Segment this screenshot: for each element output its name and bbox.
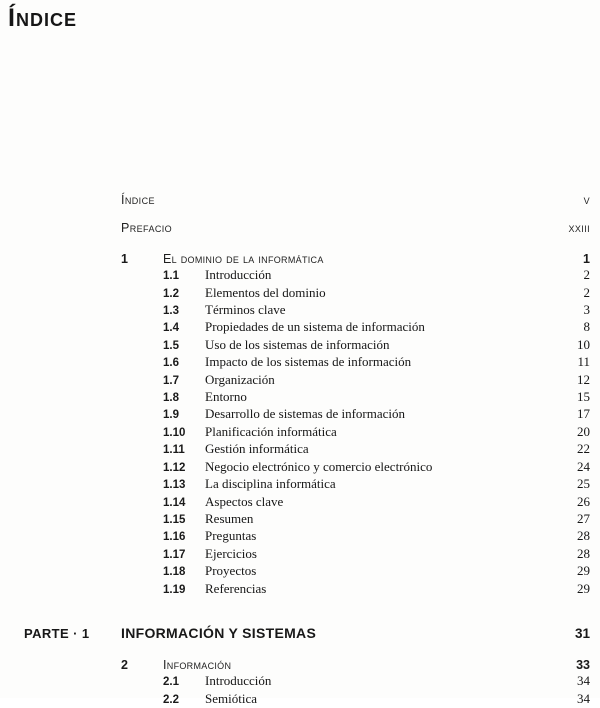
section-page: 22: [577, 441, 590, 457]
section-number: 2.1: [163, 676, 179, 689]
section-title: Introducción: [205, 673, 272, 689]
toc-section-row: [0, 372, 600, 389]
toc-section-row: [0, 528, 600, 545]
section-page: 15: [577, 389, 590, 405]
chapter-title: Información: [163, 657, 232, 672]
section-page: 34: [577, 673, 590, 689]
section-number: 1.8: [163, 392, 179, 405]
section-title: Preguntas: [205, 528, 257, 544]
toc-section-row: [0, 285, 600, 302]
part-label: PARTE · 1: [24, 625, 90, 641]
section-page: 29: [577, 580, 590, 596]
entry-page: v: [583, 193, 590, 207]
section-title: Planificación informática: [205, 423, 337, 439]
section-number: 1.17: [163, 548, 186, 561]
chapter-number: 2: [121, 657, 128, 672]
section-number: 1.6: [163, 357, 179, 370]
section-title: Entorno: [205, 389, 247, 405]
toc-section-row: [0, 267, 600, 284]
section-page: 11: [577, 354, 590, 370]
section-page: 20: [577, 423, 590, 439]
section-page: 34: [577, 690, 590, 706]
toc-section-row: [0, 406, 600, 423]
section-number: 1.7: [163, 374, 179, 387]
section-page: 24: [577, 458, 590, 474]
section-number: 1.12: [163, 461, 186, 474]
section-number: 2.2: [163, 693, 179, 706]
entry-label: Prefacio: [121, 221, 173, 236]
section-page: 29: [577, 563, 590, 579]
section-title: Aspectos clave: [205, 493, 284, 509]
chapter-number: 1: [121, 251, 128, 266]
section-number: 1.16: [163, 531, 186, 544]
toc-section-row: [0, 441, 600, 458]
toc-section-row: [0, 459, 600, 476]
section-number: 1.10: [163, 426, 186, 439]
section-page: 17: [577, 406, 590, 422]
section-number: 1.9: [163, 409, 179, 422]
part-title: INFORMACIÓN Y SISTEMAS: [121, 624, 317, 641]
toc-section-row: [0, 511, 600, 528]
section-title: Desarrollo de sistemas de información: [205, 406, 405, 422]
section-title: Resumen: [205, 510, 254, 526]
toc-section-row: [0, 319, 600, 336]
toc-section-row: [0, 581, 600, 598]
section-title: Elementos del dominio: [205, 284, 326, 300]
section-number: 1.13: [163, 479, 186, 492]
section-page: 10: [577, 336, 590, 352]
chapter-page: 33: [576, 657, 590, 672]
section-number: 1.15: [163, 513, 186, 526]
section-number: 1.2: [163, 287, 179, 300]
toc-section-row: [0, 691, 600, 708]
section-number: 1.11: [163, 444, 185, 457]
toc-section-row: [0, 424, 600, 441]
page-title: Índice: [8, 4, 77, 32]
toc-section-row: [0, 673, 600, 690]
toc-entry-prefacio: [0, 220, 600, 236]
section-title: Propiedades de un sistema de información: [205, 319, 425, 335]
section-number: 1.18: [163, 566, 186, 579]
section-page: 25: [577, 476, 590, 492]
section-number: 1.1: [163, 270, 179, 283]
toc-section-row: [0, 354, 600, 371]
section-number: 1.5: [163, 339, 179, 352]
section-page: 8: [583, 319, 590, 335]
toc-section-row: [0, 337, 600, 354]
section-page: 27: [577, 510, 590, 526]
section-title: Uso de los sistemas de información: [205, 336, 390, 352]
toc-list: [0, 192, 600, 708]
toc-section-row: [0, 494, 600, 511]
section-title: Semiótica: [205, 690, 257, 706]
section-number: 1.4: [163, 322, 179, 335]
section-number: 1.14: [163, 496, 186, 509]
section-title: Gestión informática: [205, 441, 309, 457]
section-title: Proyectos: [205, 563, 257, 579]
part-page: 31: [574, 625, 590, 641]
toc-part-row: [0, 624, 600, 643]
section-page: 28: [577, 545, 590, 561]
toc-section-row: [0, 563, 600, 580]
section-number: 1.19: [163, 583, 186, 596]
entry-page: xxiii: [568, 221, 590, 236]
section-title: Organización: [205, 371, 275, 387]
section-title: La disciplina informática: [205, 476, 336, 492]
section-title: Referencias: [205, 580, 267, 596]
toc-section-row: [0, 476, 600, 493]
section-page: 12: [577, 371, 590, 387]
toc-section-row: [0, 546, 600, 563]
section-title: Introducción: [205, 267, 272, 283]
section-page: 26: [577, 493, 590, 509]
toc-chapter-row: [0, 657, 600, 673]
toc-entry-indice: [0, 192, 600, 208]
toc-chapter-row: [0, 251, 600, 267]
chapter-title: El dominio de la informática: [163, 251, 324, 266]
toc-section-row: [0, 389, 600, 406]
section-page: 28: [577, 528, 590, 544]
section-number: 1.3: [163, 305, 179, 318]
section-page: 2: [583, 284, 590, 300]
section-title: Impacto de los sistemas de información: [205, 354, 412, 370]
section-page: 2: [583, 267, 590, 283]
section-title: Ejercicios: [205, 545, 257, 561]
section-title: Negocio electrónico y comercio electrónico: [205, 458, 433, 474]
chapter-page: 1: [583, 251, 590, 266]
toc-section-row: [0, 302, 600, 319]
section-title: Términos clave: [205, 302, 286, 318]
section-page: 3: [583, 302, 590, 318]
entry-label: Índice: [121, 193, 155, 207]
